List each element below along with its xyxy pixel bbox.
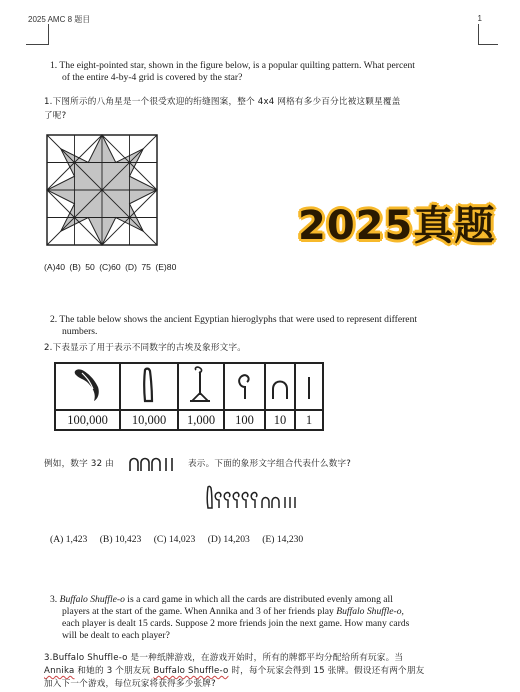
q3-text-en-line2	[62, 606, 404, 618]
q3-number: 3.	[50, 594, 60, 605]
crop-mark-right-v	[478, 24, 479, 45]
q1-text-zh-line1: 1.下图所示的八角星是一个很受欢迎的绗缝图案，整个 4x4 网格有多少百分比被这颗星覆盖	[44, 97, 401, 107]
page-number: 1	[477, 14, 482, 23]
q3-text-en-line4: will be dealt to each player?	[62, 630, 170, 641]
q2-option-d: (D) 14,203	[207, 534, 250, 545]
value-cell: 1,000	[178, 410, 224, 430]
coil-hieroglyph-icon	[233, 365, 257, 405]
crop-mark-left-h	[26, 44, 48, 45]
q3-game-title: Buffalo Shuffle-o	[59, 594, 125, 605]
heel-hieroglyph-icon	[269, 365, 291, 405]
value-cell: 10,000	[120, 410, 178, 430]
q3-zh-text-d: 时，每个玩家会得到 15 张牌。假设还有两个朋友	[228, 666, 425, 676]
q3-name-annika: Annika	[44, 666, 75, 676]
q3-zh-game-title: Buffalo Shuffle-o	[153, 666, 229, 676]
lotus-hieroglyph-icon	[186, 365, 216, 405]
q2-example-suffix: 表示。下面的象形文字组合代表什么数字?	[188, 459, 352, 469]
q3-zh-text-b: 和她的 3 个朋友玩	[74, 666, 154, 676]
q3-text-zh-line2	[44, 665, 424, 677]
value-cell: 1	[295, 410, 323, 430]
q1-text-en-line1: 1. The eight-pointed star, shown in the figure below, is a popular quilting pattern. What percent	[50, 60, 415, 71]
q3-text-en-line3: each player is dealt 15 cards. Suppose 2 more friends join the next game. How many cards	[62, 618, 410, 629]
q2-option-a: (A) 1,423	[50, 534, 88, 545]
q1-text-zh-line2: 了呢?	[44, 111, 67, 121]
q2-text-en-line1: 2. The table below shows the ancient Egyptian hieroglyphs that were used to represent different	[50, 314, 418, 325]
q2-text-zh-line1: 2.下表显示了用于表示不同数字的古埃及象形文字。	[44, 343, 247, 353]
q2-example-prefix: 例如，数字 32 由	[44, 459, 114, 469]
q1-text-en-line2: of the entire 4-by-4 grid is covered by the star?	[62, 72, 243, 83]
hieroglyph-table	[54, 362, 324, 431]
value-cell: 10	[265, 410, 295, 430]
hieroglyph-cell	[120, 363, 178, 410]
hieroglyph-cell	[178, 363, 224, 410]
q2-option-c: (C) 14,023	[153, 534, 196, 545]
hieroglyph-cell	[55, 363, 120, 410]
example-hieroglyph-32-icon	[128, 454, 184, 472]
q3-text-zh-line3: 加入下一个游戏，每位玩家将获得多少张牌?	[44, 679, 216, 689]
q3-text-zh-line1: 3.Buffalo Shuffle-o 是一种纸牌游戏，在游戏开始时，所有的牌都平均分配给所有玩家。当	[44, 653, 404, 663]
q2-text-en-line2: numbers.	[62, 326, 98, 337]
stroke-hieroglyph-icon	[302, 365, 316, 405]
q1-options: (A)40 (B) 50 (C)60 (D) 75 (E)80	[44, 262, 177, 272]
finger-hieroglyph-icon	[134, 365, 164, 405]
q2-option-e: (E) 14,230	[262, 534, 304, 545]
header-title: 2025 AMC 8 题目	[28, 15, 91, 24]
q3-line1-rest: is a card game in which all the cards are distributed evenly among all	[124, 594, 393, 605]
value-cell: 100	[224, 410, 265, 430]
crop-mark-right-h	[478, 44, 498, 45]
hieroglyph-cell	[295, 363, 323, 410]
combined-hieroglyph-number-icon	[204, 484, 324, 510]
crop-mark-left-v	[48, 24, 49, 45]
tadpole-hieroglyph-icon	[68, 365, 108, 405]
q3-game-title-2: Buffalo Shuffle-o,	[336, 606, 404, 617]
q3-line2-text: players at the start of the game. When Annika and 3 of her friends play	[62, 606, 337, 617]
hieroglyph-cell	[224, 363, 265, 410]
hieroglyph-cell	[265, 363, 295, 410]
q2-option-b: (B) 10,423	[99, 534, 142, 545]
value-cell: 100,000	[55, 410, 120, 430]
q2-options	[50, 534, 313, 545]
q3-text-en-line1	[50, 594, 393, 606]
year-badge: 2025真题	[298, 203, 496, 249]
quilt-star-figure	[46, 134, 158, 246]
